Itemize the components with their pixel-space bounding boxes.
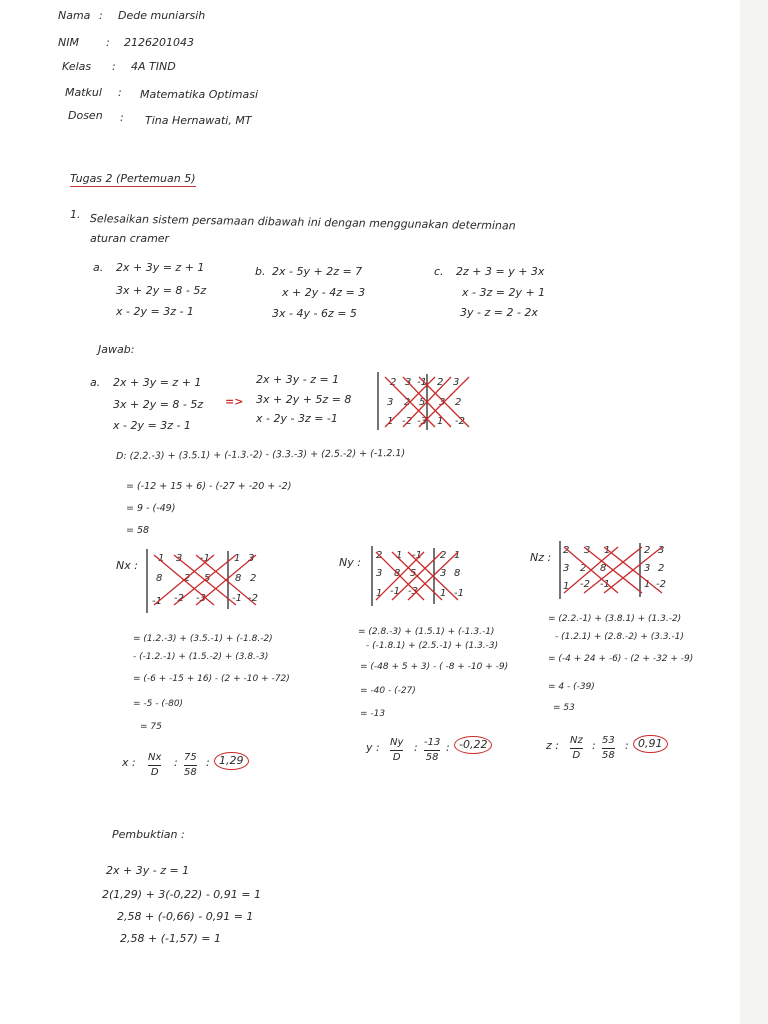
question-b-eq3: 3x - 4y - 6z = 5: [272, 307, 357, 320]
ny-line1: = (2.8.-3) + (1.5.1) + (-1.3.-1): [358, 627, 495, 637]
ny-cell-3-2: -1: [390, 586, 400, 597]
nx-line1: = (1.2.-3) + (3.5.-1) + (-1.8.-2): [133, 634, 273, 644]
answer-a-label: a.: [90, 376, 101, 389]
value-kelas: 4A TIND: [131, 60, 176, 73]
y-fraction-symbolic: [390, 737, 403, 764]
nx-cell-1-5: 3: [248, 553, 255, 564]
nz-cell-3-2: -2: [580, 579, 590, 590]
assignment-title: Tugas 2 (Pertemuan 5): [70, 172, 196, 185]
ny-cell-1-5: 1: [454, 550, 461, 561]
nz-line5: = 53: [553, 703, 575, 713]
answer-std-eq2: 3x + 2y + 5z = 8: [256, 393, 352, 406]
z-frac-num: Nz: [570, 735, 583, 746]
y-answer-circled: -0,22: [454, 736, 492, 754]
d-cell-3-2: -2: [402, 416, 412, 427]
nx-label: Nx :: [116, 559, 138, 572]
x-fraction-symbolic: [148, 752, 161, 779]
label-matkul: Matkul: [65, 86, 102, 99]
question-c-eq2: x - 3z = 2y + 1: [462, 286, 546, 299]
z-fraction-values: [602, 735, 615, 762]
nz-cell-2-4: 3: [644, 563, 651, 574]
question-a-eq2: 3x + 2y = 8 - 5z: [116, 284, 207, 297]
d-cell-3-3: -3: [417, 416, 427, 427]
nx-cell-3-5: -2: [248, 593, 258, 604]
sep-nama: :: [99, 9, 103, 22]
answer-orig-eq2: 3x + 2y = 8 - 5z: [113, 398, 204, 411]
sep-dosen: :: [120, 111, 124, 124]
sarrus-matrix-nz: [558, 541, 673, 601]
question-c-eq3: 3y - z = 2 - 2x: [460, 306, 538, 319]
y-eq2: :: [446, 741, 450, 754]
z-fraction-symbolic: [570, 735, 583, 762]
nx-cell-2-5: 2: [250, 573, 257, 584]
d-cell-1-4: 2: [437, 377, 444, 388]
question-c-eq1: 2z + 3 = y + 3x: [456, 265, 545, 278]
nz-cell-3-1: 1: [563, 581, 570, 592]
x-eq2: :: [206, 756, 210, 769]
value-nim: 2126201043: [124, 36, 194, 49]
nx-line2: - (-1.2.-1) + (1.5.-2) + (3.8.-3): [133, 652, 269, 662]
sep-matkul: :: [118, 86, 122, 99]
nx-line3: = (-6 + -15 + 16) - (2 + -10 + -72): [133, 674, 290, 684]
d-line3: = 9 - (-49): [126, 503, 176, 514]
ny-cell-1-2: 1: [396, 550, 403, 561]
d-cell-3-1: 1: [387, 416, 394, 427]
y-frac-den: D: [392, 752, 401, 763]
value-nama: Dede muniarsih: [118, 9, 206, 22]
proof-line3: 2,58 + (-0,66) - 0,91 = 1: [117, 910, 254, 923]
answer-std-eq1: 2x + 3y - z = 1: [256, 373, 340, 386]
nz-cell-3-3: -1: [600, 579, 610, 590]
nz-cell-1-1: 2: [563, 545, 570, 556]
ny-cell-3-3: -3: [408, 586, 418, 597]
ny-cell-3-5: -1: [454, 588, 464, 599]
question-a-eq3: x - 2y = 3z - 1: [116, 305, 194, 318]
ny-line3: = (-48 + 5 + 3) - ( -8 + -10 + -9): [360, 662, 509, 672]
d-cell-2-4: 3: [439, 397, 446, 408]
nx-cell-3-4: -1: [232, 593, 242, 604]
z-eq1: :: [592, 739, 596, 752]
nx-cell-1-4: 1: [234, 553, 241, 564]
nz-cell-2-3: 8: [600, 563, 607, 574]
d-cell-2-3: 5: [419, 397, 426, 408]
d-cell-3-5: -2: [455, 416, 465, 427]
nz-line3: = (-4 + 24 + -6) - (2 + -32 + -9): [548, 654, 694, 664]
z-answer-circled: 0,91: [633, 735, 668, 753]
question-text-line2: aturan cramer: [90, 232, 170, 245]
z-var: z :: [546, 739, 559, 752]
ny-cell-2-5: 8: [454, 568, 461, 579]
x-var: x :: [122, 756, 136, 769]
ny-cell-1-4: 2: [440, 550, 447, 561]
y-frac-num: Ny: [390, 737, 404, 748]
d-line2: = (-12 + 15 + 6) - (-27 + -20 + -2): [126, 481, 292, 492]
proof-line4: 2,58 + (-1,57) = 1: [120, 932, 221, 945]
ny-cell-2-2: 8: [394, 568, 401, 579]
answer-heading: Jawab:: [98, 343, 135, 356]
nz-cell-1-3: 1: [604, 545, 611, 556]
z-den-val: 58: [602, 750, 615, 761]
nx-cell-2-3: 5: [204, 573, 211, 584]
nz-cell-2-5: 2: [658, 563, 665, 574]
nz-label: Nz :: [530, 551, 552, 564]
d-cell-2-5: 2: [455, 397, 462, 408]
ny-line4: = -40 - (-27): [360, 686, 416, 696]
nz-cell-2-1: 3: [563, 563, 570, 574]
nx-cell-3-2: -2: [174, 593, 184, 604]
nx-cell-2-4: 8: [235, 573, 242, 584]
question-a-label: a.: [93, 261, 104, 274]
label-nim: NIM: [58, 36, 79, 49]
value-matkul: Matematika Optimasi: [140, 88, 258, 101]
nz-line4: = 4 - (-39): [548, 682, 595, 692]
ny-cell-3-1: 1: [376, 588, 383, 599]
question-a-eq1: 2x + 3y = z + 1: [116, 261, 205, 274]
y-eq1: :: [414, 741, 418, 754]
ny-line2: - (-1.8.1) + (2.5.-1) + (1.3.-3): [366, 641, 499, 651]
value-dosen: Tina Hernawati, MT: [145, 114, 252, 127]
sep-kelas: :: [112, 60, 116, 73]
d-cell-2-1: 3: [387, 397, 394, 408]
y-num-val: -13: [424, 737, 441, 748]
nx-cell-1-1: 1: [158, 553, 165, 564]
nx-line5: = 75: [140, 722, 162, 732]
z-frac-den: D: [572, 750, 581, 761]
answer-orig-eq1: 2x + 3y = z + 1: [113, 376, 202, 389]
x-fraction-values: [184, 752, 197, 779]
y-den-val: 58: [425, 752, 439, 763]
y-var: y :: [366, 741, 380, 754]
ny-cell-3-4: 1: [440, 588, 447, 599]
x-answer-circled: 1,29: [214, 752, 249, 770]
nz-cell-1-2: 3: [584, 545, 591, 556]
question-number: 1.: [70, 208, 81, 221]
sarrus-matrix-nx: [144, 549, 269, 615]
d-cell-3-4: 1: [437, 416, 444, 427]
nx-cell-2-1: 8: [156, 573, 163, 584]
nx-cell-3-1: -1: [152, 596, 162, 607]
question-c-label: c.: [434, 265, 444, 278]
scan-edge: [740, 0, 768, 1024]
nz-cell-1-5: 3: [658, 545, 665, 556]
nz-cell-3-5: -2: [656, 579, 666, 590]
d-cell-1-5: 3: [453, 377, 460, 388]
proof-line1: 2x + 3y - z = 1: [106, 864, 190, 877]
label-nama: Nama: [58, 9, 91, 22]
nz-cell-1-4: 2: [644, 545, 651, 556]
sep-nim: :: [106, 36, 110, 49]
question-b-eq2: x + 2y - 4z = 3: [282, 286, 366, 299]
d-cell-1-1: 2: [390, 377, 397, 388]
z-eq2: :: [625, 739, 629, 752]
d-cell-1-3: -1: [417, 377, 427, 388]
nz-cell-3-4: 1: [644, 579, 651, 590]
ny-line5: = -13: [360, 709, 386, 719]
d-cell-1-2: 3: [405, 377, 412, 388]
nz-cell-2-2: 2: [580, 563, 587, 574]
transform-arrow: =>: [225, 395, 244, 408]
x-num-val: 75: [184, 752, 197, 763]
z-num-val: 53: [602, 735, 615, 746]
answer-orig-eq3: x - 2y = 3z - 1: [113, 419, 191, 432]
nx-cell-3-3: -3: [196, 593, 206, 604]
sarrus-matrix-d: [375, 372, 505, 432]
x-den-val: 58: [184, 767, 197, 778]
question-b-eq1: 2x - 5y + 2z = 7: [272, 265, 363, 278]
nx-cell-1-2: 3: [176, 553, 183, 564]
ny-cell-1-1: 2: [376, 550, 383, 561]
nx-cell-2-2: 2: [184, 573, 191, 584]
question-text-line1: Selesaikan sistem persamaan dibawah ini dengan menggunakan determinan: [89, 212, 516, 233]
nx-line4: = -5 - (-80): [133, 699, 184, 709]
proof-line2: 2(1,29) + 3(-0,22) - 0,91 = 1: [102, 888, 261, 901]
ny-label: Ny :: [339, 556, 361, 569]
d-line4: = 58: [126, 525, 150, 536]
sarrus-matrix-ny: [370, 546, 470, 608]
question-b-label: b.: [255, 265, 266, 278]
label-kelas: Kelas: [62, 60, 92, 73]
answer-std-eq3: x - 2y - 3z = -1: [256, 412, 338, 425]
y-fraction-values: [424, 737, 440, 764]
ny-cell-1-3: -1: [412, 550, 422, 561]
nx-cell-1-3: -1: [200, 553, 210, 564]
d-cell-2-2: 2: [404, 397, 411, 408]
x-eq1: :: [174, 756, 178, 769]
ny-cell-2-4: 3: [440, 568, 447, 579]
label-dosen: Dosen: [68, 109, 103, 122]
d-line1: D: (2.2.-3) + (3.5.1) + (-1.3.-2) - (3.3.-3) + (2.5.-2) + (-1.2.1): [116, 447, 406, 462]
nz-line2: - (1.2.1) + (2.8.-2) + (3.3.-1): [555, 632, 684, 642]
nz-line1: = (2.2.-1) + (3.8.1) + (1.3.-2): [548, 614, 682, 624]
x-frac-num: Nx: [148, 752, 162, 763]
ny-cell-2-1: 3: [376, 568, 383, 579]
x-frac-den: D: [150, 767, 159, 778]
proof-heading: Pembuktian :: [112, 828, 185, 841]
ny-cell-2-3: 5: [410, 568, 417, 579]
